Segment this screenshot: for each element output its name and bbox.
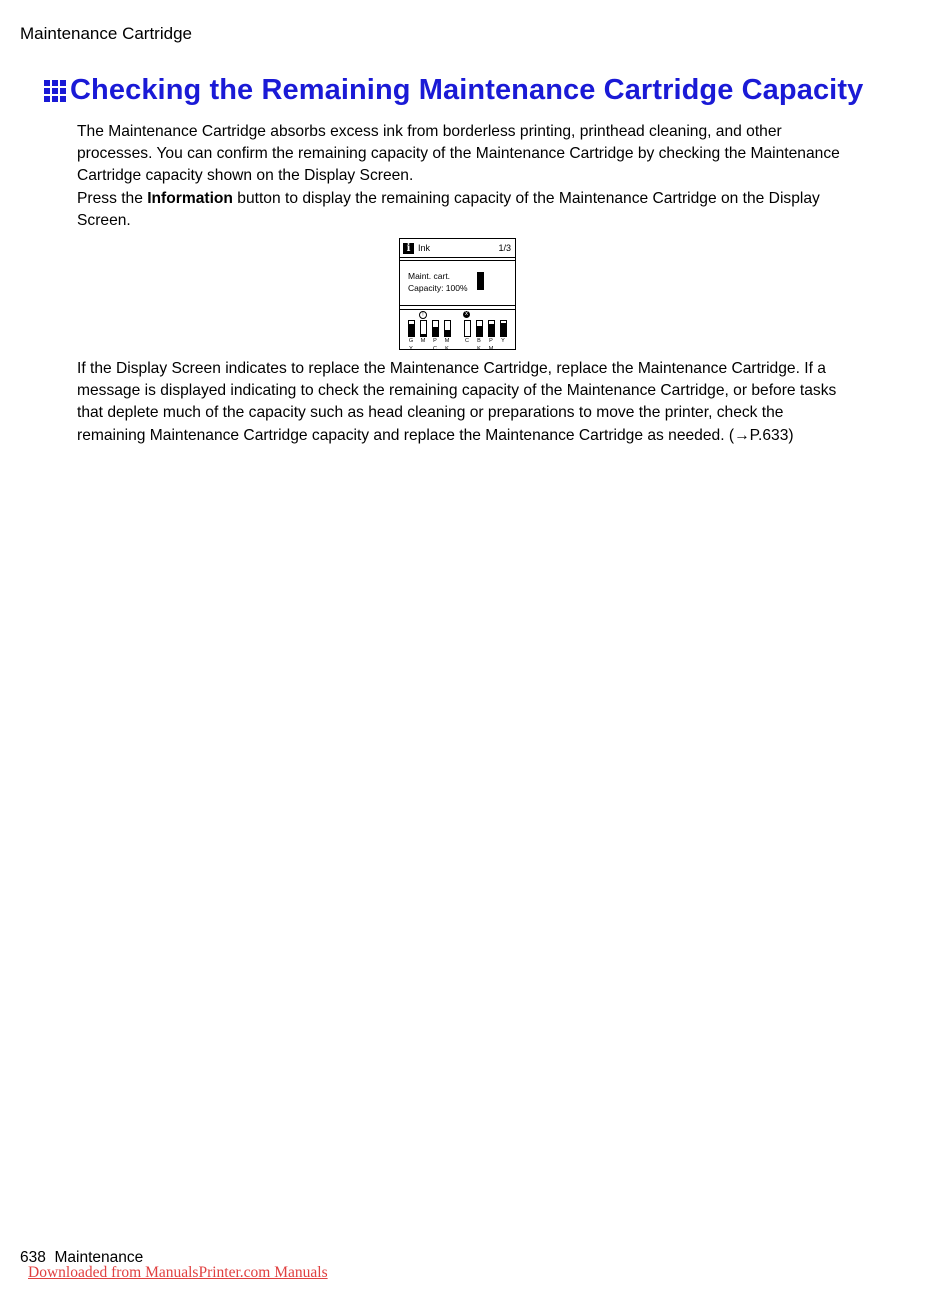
ink-tank xyxy=(432,320,439,337)
ink-color-label: P xyxy=(489,338,493,344)
maint-cart-gauge-icon xyxy=(477,272,484,290)
footer-section: Maintenance xyxy=(54,1249,144,1266)
ink-color-label: G xyxy=(408,338,414,344)
ink-color-label: C xyxy=(465,338,469,344)
intro-text: The Maintenance Cartridge absorbs excess ink from borderless printing, printhead cleaning, and other processes. You can confirm the remaining capacity of the Maintenance Cartridge by checking the Maintenance Cartridge capacity shown on the Display Screen. xyxy=(77,123,840,185)
display-screen xyxy=(399,238,516,350)
ink-level-fill xyxy=(445,330,450,336)
ink-tank xyxy=(420,320,427,337)
display-page: 1/3 xyxy=(498,243,511,253)
running-header: Maintenance Cartridge xyxy=(20,24,192,43)
ink-slot-label: K xyxy=(477,346,481,352)
page-title: Checking the Remaining Maintenance Cartridge Capacity xyxy=(70,74,864,106)
error-icon: x xyxy=(465,311,468,317)
ink-level-fill xyxy=(501,323,506,337)
ink-color-label: M xyxy=(444,338,450,344)
info-icon: i xyxy=(403,243,414,254)
maint-cart-label: Maint. cart. xyxy=(408,271,451,281)
display-header xyxy=(400,239,515,258)
information-button-label: Information xyxy=(147,189,233,207)
ink-tank xyxy=(488,320,495,337)
ink-color-label: B xyxy=(477,338,481,344)
section-heading xyxy=(44,74,863,107)
ink-tank xyxy=(500,320,507,337)
ink-slot-label: C xyxy=(433,346,437,352)
ink-tank xyxy=(444,320,451,337)
capacity-label: Capacity: 100% xyxy=(408,283,468,293)
page-reference-link[interactable]: (→P.633) xyxy=(728,426,794,444)
warning-icon: ! xyxy=(419,311,427,319)
ink-tank xyxy=(464,320,471,337)
ink-color-label: M xyxy=(420,338,426,344)
ink-level-fill xyxy=(409,324,414,336)
ink-color-label: Y xyxy=(501,338,505,344)
ink-slot-label: Y xyxy=(409,346,413,352)
ink-color-label: P xyxy=(433,338,437,344)
source-link[interactable]: Downloaded from ManualsPrinter.com Manuals xyxy=(28,1264,328,1281)
ink-slot-label: K xyxy=(445,346,449,352)
replace-text: If the Display Screen indicates to replace the Maintenance Cartridge, replace the Maintenance Cartridge. If a message is displayed indicating to check the remaining capacity of the Maintenance Cartridge, or before tasks that deplete much of the capacity such as head cleaning or preparations to move the printer, check the remaining Maintenance Cartridge capacity and replace the Maintenance Cartridge as needed. xyxy=(77,360,837,444)
intro-paragraph xyxy=(77,121,847,232)
ink-level-fill xyxy=(477,326,482,337)
instruction-text: Press the Information button to display the remaining capacity of the Maintenance Cartridge on the Display Screen. xyxy=(77,189,820,229)
grid-bullet-icon xyxy=(44,80,66,102)
ink-levels xyxy=(400,309,515,356)
maint-cart-panel xyxy=(400,260,515,306)
ink-tank xyxy=(476,320,483,337)
replace-paragraph xyxy=(77,358,847,447)
ink-tank xyxy=(408,320,415,337)
page-number: 638 xyxy=(20,1249,46,1266)
display-title: Ink xyxy=(418,243,431,253)
ink-level-fill xyxy=(433,327,438,336)
ink-slot-label: M xyxy=(488,346,494,352)
ink-level-fill xyxy=(489,324,494,336)
ink-level-fill xyxy=(421,334,426,336)
